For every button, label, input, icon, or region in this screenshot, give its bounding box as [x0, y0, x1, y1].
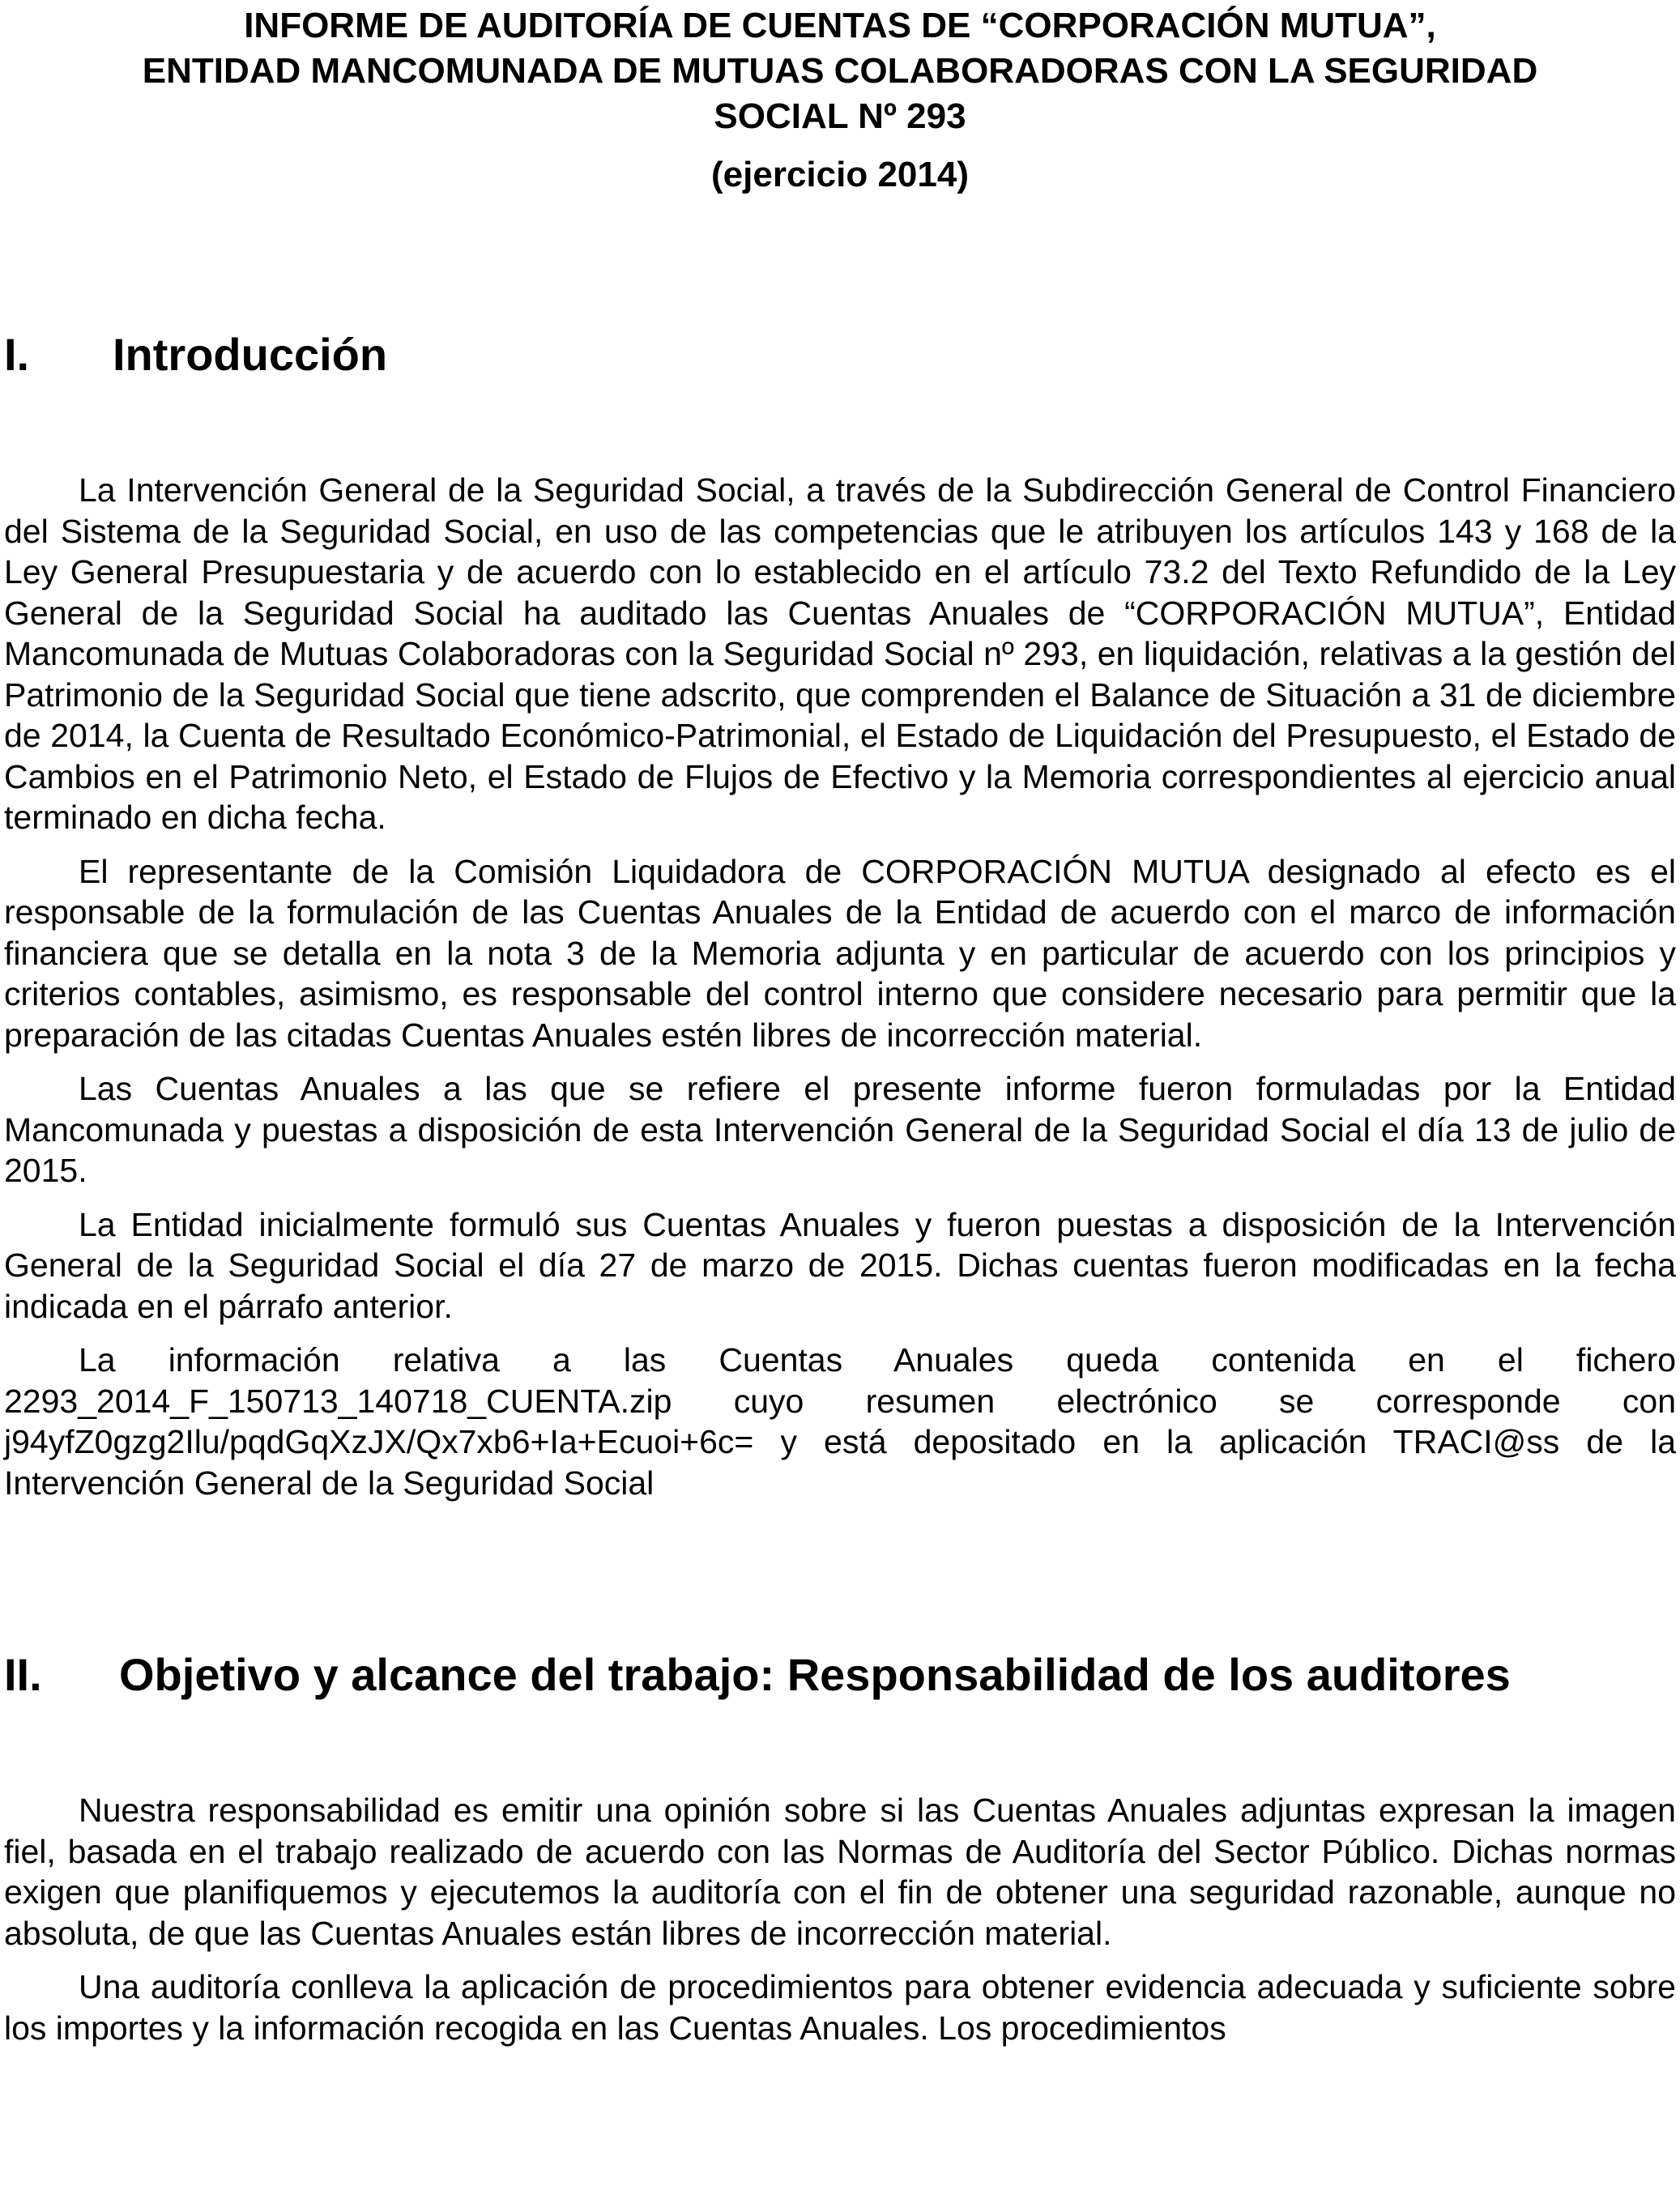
section-title: Objetivo y alcance del trabajo: Responsabilidad de los auditores: [119, 1649, 1511, 1700]
paragraph: Una auditoría conlleva la aplicación de procedimientos para obtener evidencia adecuada y suficiente sobre los importes y la información recogida en las Cuentas Anuales. Los procedimientos: [4, 1968, 1676, 2047]
report-title-line-1: INFORME DE AUDITORÍA DE CUENTAS DE “CORPORACIÓN MUTUA”,: [244, 6, 1436, 45]
section-title: Introducción: [113, 329, 388, 380]
paragraph: La Intervención General de la Seguridad Social, a través de la Subdirección General de Control Financiero del Sistema de la Seguridad Social, en uso de las competencias que le atribuyen los artículos 143 y 168 de la Ley General Presupuestaria y de acuerdo con lo establecido en el artículo 73.2 del Texto Refundido de la Ley General de la Seguridad Social ha auditado las Cuentas Anuales de “CORPORACIÓN MUTUA”, Entidad Mancomunada de Mutuas Colaboradoras con la Seguridad Social nº 293, en liquidación, relativas a la gestión del Patrimonio de la Seguridad Social que tiene adscrito, que comprenden el Balance de Situación a 31 de diciembre de 2014, la Cuenta de Resultado Económico-Patrimonial, el Estado de Liquidación del Presupuesto, el Estado de Cambios en el Patrimonio Neto, el Estado de Flujos de Efectivo y la Memoria correspondientes al ejercicio anual terminado en dicha fecha.: [4, 471, 1676, 836]
section-number: I.: [4, 329, 30, 380]
section-body-objetivo-alcance: [4, 1790, 1676, 2048]
paragraph: El representante de la Comisión Liquidadora de CORPORACIÓN MUTUA designado al efecto es el responsable de la formulación de las Cuentas Anuales de la Entidad de acuerdo con el marco de información financiera que se detalla en la nota 3 de la Memoria adjunta y en particular de acuerdo con los principios y criterios contables, asimismo, es responsable del control interno que considere necesario para permitir que la preparación de las citadas Cuentas Anuales estén libres de incorrección material.: [4, 852, 1676, 1054]
section-heading-introduccion: [4, 327, 1676, 382]
report-fiscal-year: (ejercicio 2014): [711, 155, 969, 194]
report-title: [4, 0, 1676, 139]
paragraph: La Entidad inicialmente formuló sus Cuentas Anuales y fueron puestas a disposición de la Intervención General de la Seguridad Social el día 27 de marzo de 2015. Dichas cuentas fueron modificadas en la fecha indicada en el párrafo anterior.: [4, 1205, 1676, 1325]
paragraph: Nuestra responsabilidad es emitir una opinión sobre si las Cuentas Anuales adjuntas expresan la imagen fiel, basada en el trabajo realizado de acuerdo con las Normas de Auditoría del Sector Público. Dichas normas exigen que planifiquemos y ejecutemos la auditoría con el fin de obtener una seguridad razonable, aunque no absoluta, de que las Cuentas Anuales están libres de incorrección material.: [4, 1792, 1676, 1952]
paragraph: La información relativa a las Cuentas Anuales queda contenida en el fichero 2293_2014_F_150713_140718_CUENTA.zip cuyo resumen electrónico se corresponde con j94yfZ0gzg2Ilu/pqdGqXzJX/Qx7xb6+Ia+Ecuoi+6c= y está depositado en la aplicación TRACI@ss de la Intervención General de la Seguridad Social: [4, 1341, 1676, 1502]
document-page: [4, 0, 1676, 2186]
section-heading-objetivo-alcance: [4, 1647, 1676, 1702]
section-body-introduccion: [4, 470, 1676, 1503]
report-title-line-3: SOCIAL Nº 293: [714, 96, 966, 136]
paragraph: Las Cuentas Anuales a las que se refiere el presente informe fueron formuladas por la Entidad Mancomunada y puestas a disposición de esta Intervención General de la Seguridad Social el día 13 de julio de 2015.: [4, 1070, 1676, 1189]
section-number: II.: [4, 1649, 42, 1700]
report-title-line-2: ENTIDAD MANCOMUNADA DE MUTUAS COLABORADORAS CON LA SEGURIDAD: [142, 51, 1538, 91]
